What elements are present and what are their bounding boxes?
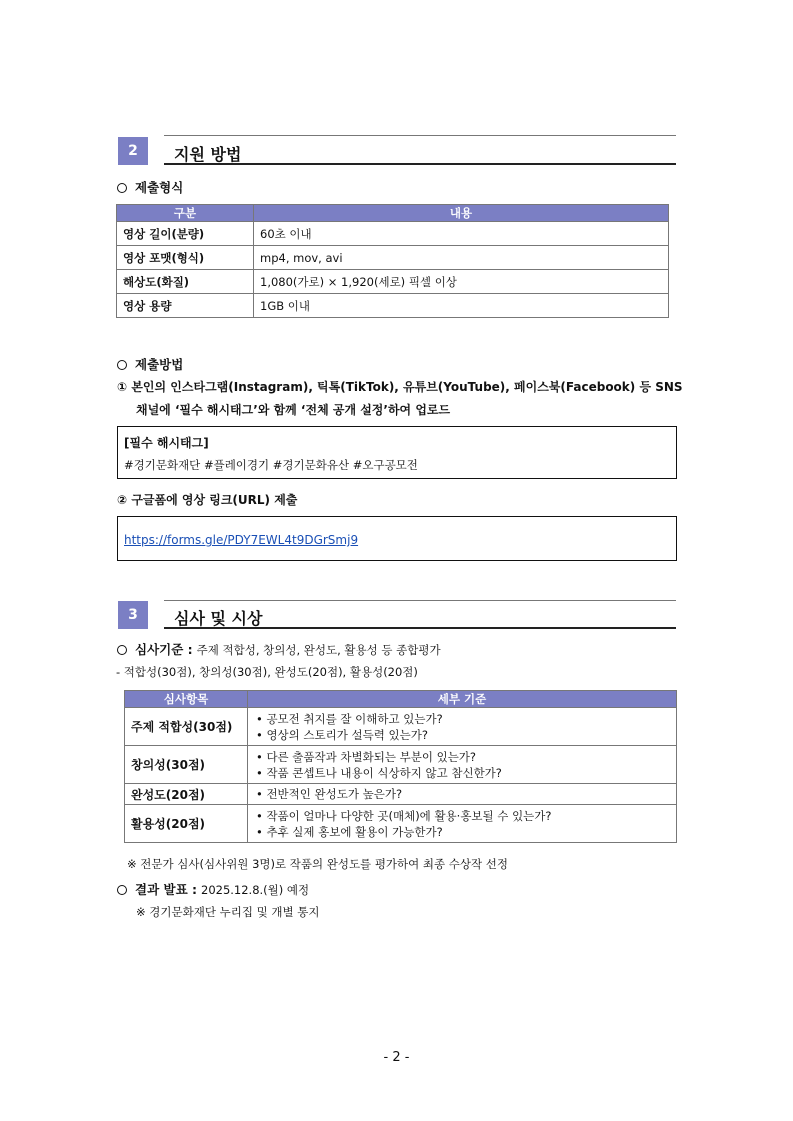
criteria-item: • 작품 콘셉트나 내용이 식상하지 않고 참신한가?: [256, 765, 502, 780]
circle-bullet-icon: [117, 360, 127, 370]
hashtag-list: #경기문화재단 #플레이경기 #경기문화유산 #오구공모전: [124, 458, 418, 472]
table-header: 내용: [254, 205, 669, 222]
table-cell-value: 1GB 이내: [254, 294, 669, 318]
form-link[interactable]: https://forms.gle/PDY7EWL4t9DGrSmj9: [124, 533, 359, 547]
table-row: [117, 222, 669, 246]
page-number: - 2 -: [383, 1050, 410, 1065]
criteria-line: [117, 640, 441, 658]
table-header: 세부 기준: [248, 691, 677, 708]
criteria-item: • 추후 실제 홍보에 활용이 가능한가?: [256, 824, 443, 839]
table-row: [125, 746, 677, 784]
table-row: [125, 784, 677, 805]
circle-bullet-icon: [117, 183, 127, 193]
table-cell-key: 영상 길이(분량): [117, 222, 254, 246]
criteria-item: • 전반적인 완성도가 높은가?: [256, 787, 403, 801]
criteria-item: • 공모전 취지를 잘 이해하고 있는가?: [256, 711, 443, 726]
table-row: [125, 805, 677, 843]
table-cell-key: 창의성(30점): [125, 746, 248, 784]
criteria-text: 주제 적합성, 창의성, 완성도, 활용성 등 종합평가: [196, 643, 441, 657]
section-3-title: 심사 및 시상: [174, 609, 263, 628]
step1-line1: ① 본인의 인스타그램(Instagram), 틱톡(TikTok), 유튜브(YouTube), 페이스북(Facebook) 등 SNS: [117, 380, 683, 394]
section-3-top-line: [164, 600, 676, 601]
table-cell-criteria: [248, 805, 677, 843]
table-cell-value: 60초 이내: [254, 222, 669, 246]
circle-bullet-icon: [117, 645, 127, 655]
hashtag-box-title: [필수 해시태그]: [124, 436, 209, 450]
table-header: 구분: [117, 205, 254, 222]
result-label: 결과 발표 :: [135, 882, 198, 897]
result-text: 2025.12.8.(월) 예정: [201, 883, 310, 897]
table-cell-key: 영상 포맷(형식): [117, 246, 254, 270]
section-2-title: 지원 방법: [174, 145, 242, 164]
judging-note: ※ 전문가 심사(심사위원 3명)로 작품의 완성도를 평가하여 최종 수상작 선정: [127, 857, 508, 871]
table-cell-criteria: [248, 784, 677, 805]
criteria-breakdown: - 적합성(30점), 창의성(30점), 완성도(20점), 활용성(20점): [116, 665, 418, 679]
table-row: [117, 294, 669, 318]
table-cell-key: 영상 용량: [117, 294, 254, 318]
section-3-number: 3: [118, 601, 148, 629]
section-2-number: 2: [118, 137, 148, 165]
table-cell-criteria: [248, 746, 677, 784]
section-2-top-line: [164, 135, 676, 136]
format-heading: 제출형식: [117, 178, 183, 196]
table-cell-value: mp4, mov, avi: [254, 246, 669, 270]
form-link-box: [117, 516, 677, 561]
step1-line2: 채널에 ‘필수 해시태그’와 함께 ‘전체 공개 설정’하여 업로드: [136, 403, 451, 417]
method-heading: 제출방법: [117, 355, 183, 373]
table-cell-key: 활용성(20점): [125, 805, 248, 843]
table-row: [125, 708, 677, 746]
table-cell-key: 주제 적합성(30점): [125, 708, 248, 746]
criteria-item: • 다른 출품작과 차별화되는 부분이 있는가?: [256, 749, 477, 764]
table-header: 심사항목: [125, 691, 248, 708]
table-cell-value: 1,080(가로) × 1,920(세로) 픽셀 이상: [254, 270, 669, 294]
table-row: [117, 246, 669, 270]
hashtag-box: [117, 426, 677, 479]
criteria-item: • 영상의 스토리가 설득력 있는가?: [256, 727, 428, 742]
section-2-bottom-line: [164, 163, 676, 165]
step2: ② 구글폼에 영상 링크(URL) 제출: [117, 493, 298, 507]
criteria-label: 심사기준 :: [135, 642, 193, 657]
format-table: [116, 204, 669, 318]
table-cell-key: 완성도(20점): [125, 784, 248, 805]
result-line: [117, 880, 309, 898]
table-row: [117, 270, 669, 294]
table-cell-key: 해상도(화질): [117, 270, 254, 294]
table-cell-criteria: [248, 708, 677, 746]
circle-bullet-icon: [117, 885, 127, 895]
section-3-bottom-line: [164, 627, 676, 629]
criteria-item: • 작품이 얼마나 다양한 곳(매체)에 활용·홍보될 수 있는가?: [256, 808, 552, 823]
criteria-table: [124, 690, 677, 843]
notification-note: ※ 경기문화재단 누리집 및 개별 통지: [136, 905, 320, 919]
